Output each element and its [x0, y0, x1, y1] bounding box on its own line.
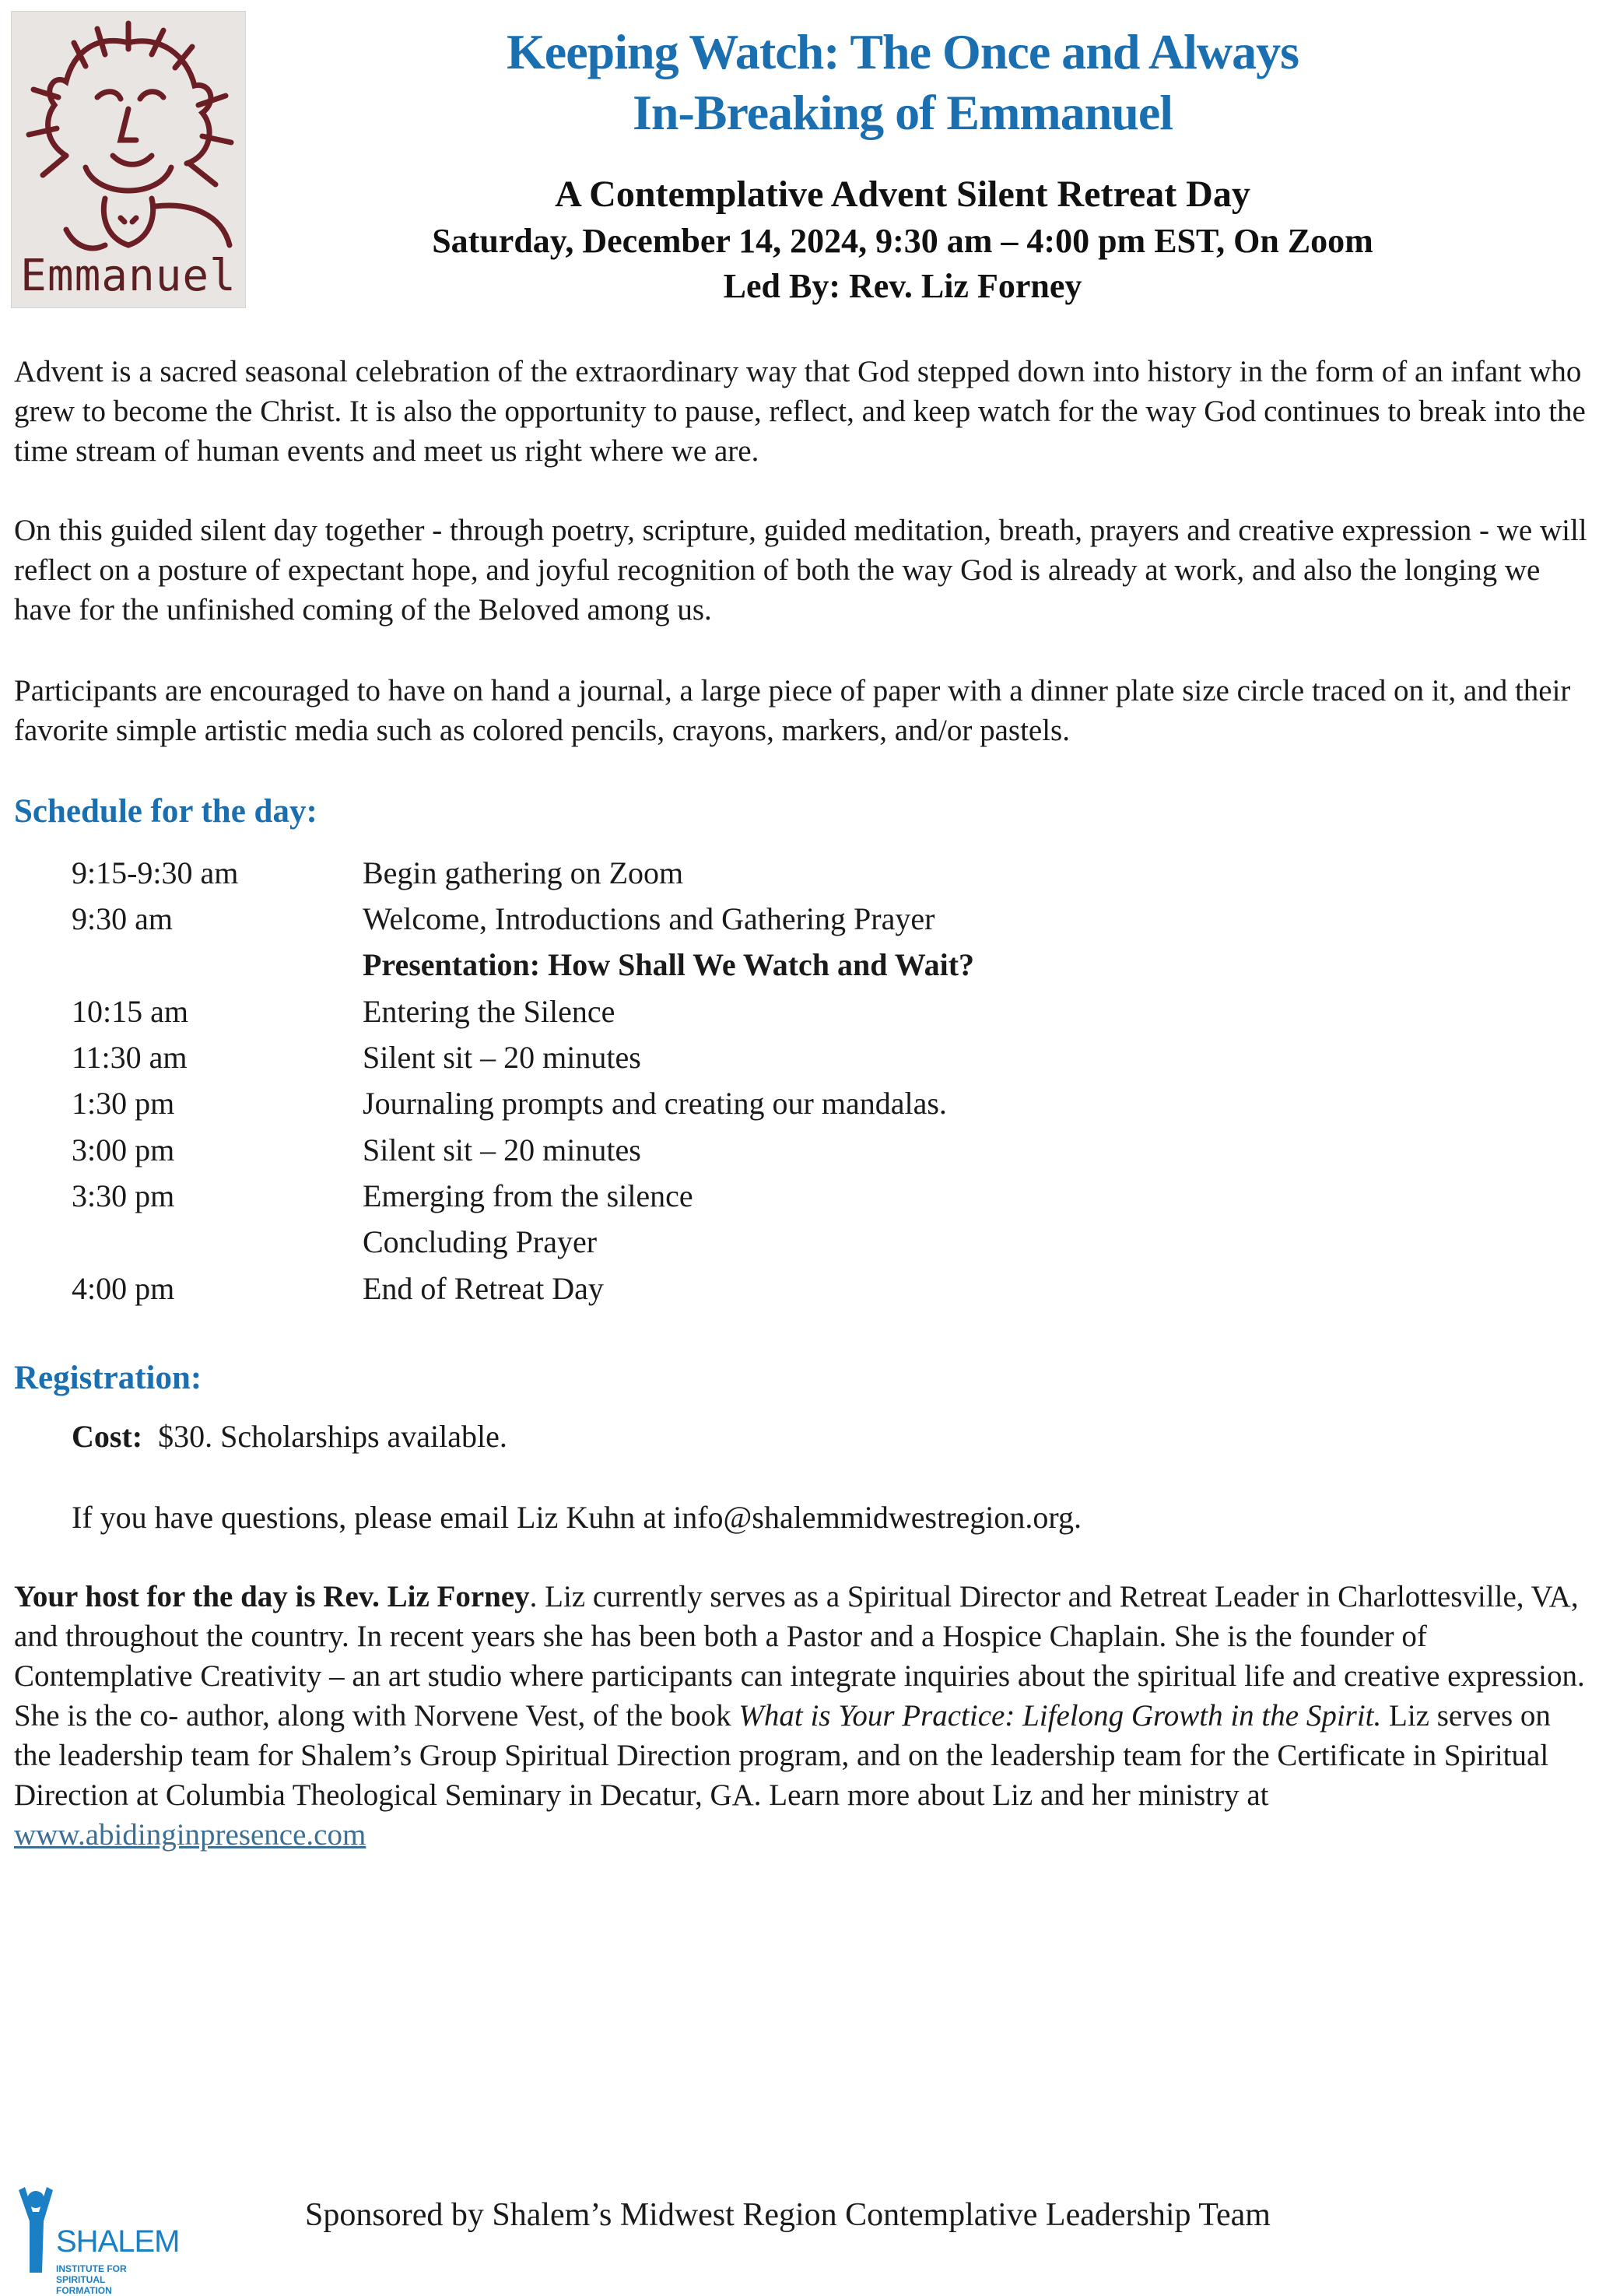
contact-line: If you have questions, please email Liz Kuhn at info@shalemmidwestregion.org.: [72, 1500, 1082, 1535]
schedule-item: Silent sit – 20 minutes: [363, 1132, 641, 1167]
shalem-logo: [14, 2179, 216, 2296]
schedule-item: End of Retreat Day: [363, 1271, 604, 1306]
page-title-line1: Keeping Watch: The Once and Always: [507, 24, 1299, 79]
retreat-subtitle: A Contemplative Advent Silent Retreat Day: [555, 174, 1250, 215]
shalem-figure-icon: [14, 2179, 61, 2293]
schedule-row: [72, 1085, 1317, 1130]
logo-caption: Emmanuel: [20, 251, 237, 301]
schedule-row: [72, 1132, 1317, 1177]
host-bio-text: . Liz currently serves as a Spiritual Director and Retreat Leader in Charlottesville, VA, and throughout the country. In recent years she has been both a Pastor and a Hospice Chaplain. She is the founder of Contemplative Creativity – an art studio where participants can integrate inquiries about the spiritual life and creative expression. She is the co- author, along with Norvene Vest, of the book: [14, 1580, 1585, 1733]
registration-heading: Registration:: [14, 1360, 202, 1396]
schedule-row: [72, 946, 1317, 992]
intro-paragraph-3: Participants are encouraged to have on hand a journal, a large piece of paper with a dinner plate size circle traced on it, and their favorite simple artistic media such as colored pencils, crayons, markers, and/or pastels.: [14, 674, 1571, 747]
host-bio: [14, 1577, 1594, 1855]
host-bio-text-2: Liz serves on the leadership team for Shalem’s Group Spiritual Direction program, and on the leadership team for the Certificate in Spiritual Direction at Columbia Theological Seminary in Decatur, GA. Learn more about Liz and her ministry at: [14, 1699, 1551, 1812]
schedule-time: 11:30 am: [72, 1040, 188, 1075]
schedule-item: Presentation: How Shall We Watch and Wait?: [363, 947, 975, 982]
host-bio-lead: Your host for the day is Rev. Liz Forney: [14, 1580, 530, 1613]
cost-value: $30. Scholarships available.: [158, 1419, 507, 1454]
book-title: What is Your Practice: Lifelong Growth in the Spirit.: [738, 1699, 1382, 1733]
schedule-item: Welcome, Introductions and Gathering Prayer: [363, 901, 935, 936]
schedule-row: [72, 900, 1317, 946]
intro-paragraph-2: On this guided silent day together - through poetry, scripture, guided meditation, breath, prayers and creative expression - we will reflect on a posture of expectant hope, and joyful recognition of both the way God is already at work, and also the longing we have for the unfinished coming of the Beloved among us.: [14, 514, 1587, 627]
schedule-row: [72, 1039, 1317, 1084]
schedule-time: 9:15-9:30 am: [72, 855, 239, 890]
schedule-time: 1:30 pm: [72, 1086, 175, 1121]
intro-paragraph-1: Advent is a sacred seasonal celebration of the extraordinary way that God stepped down into history in the form of an infant who grew to become the Christ. It is also the opportunity to pause, reflect, and keep watch for the way God continues to break into the time stream of human events and meet us right where we are.: [14, 355, 1586, 468]
schedule-row: [72, 1223, 1317, 1269]
page-title-line2: In-Breaking of Emmanuel: [632, 85, 1173, 140]
cost-label: Cost:: [72, 1419, 143, 1454]
schedule-time: 9:30 am: [72, 901, 173, 936]
schedule-time: 3:00 pm: [72, 1132, 175, 1167]
sponsor-line: Sponsored by Shalem’s Midwest Region Contemplative Leadership Team: [305, 2197, 1271, 2233]
schedule-time: 10:15 am: [72, 994, 188, 1029]
schedule-item: Entering the Silence: [363, 994, 615, 1029]
schedule-row: [72, 1178, 1317, 1223]
schedule-time: 4:00 pm: [72, 1271, 175, 1306]
ministry-link[interactable]: www.abidinginpresence.com: [14, 1818, 366, 1852]
emmanuel-logo: [11, 11, 246, 308]
schedule-item: Journaling prompts and creating our mandalas.: [363, 1086, 947, 1121]
schedule-item: Emerging from the silence: [363, 1178, 693, 1213]
schedule-row: [72, 1270, 1317, 1315]
retreat-date-line: Saturday, December 14, 2024, 9:30 am – 4:00 pm EST, On Zoom: [432, 222, 1373, 260]
shalem-tagline: INSTITUTE FOR SPIRITUAL FORMATION: [56, 2263, 127, 2296]
schedule-item: Concluding Prayer: [363, 1224, 598, 1259]
retreat-leader-line: Led By: Rev. Liz Forney: [723, 267, 1082, 305]
schedule-item: Silent sit – 20 minutes: [363, 1040, 641, 1075]
schedule-row: [72, 993, 1317, 1038]
shalem-name: SHALEM: [56, 2224, 180, 2259]
schedule-row: [72, 855, 1317, 900]
schedule-item: Begin gathering on Zoom: [363, 855, 684, 890]
schedule-heading: Schedule for the day:: [14, 793, 317, 830]
schedule-time: 3:30 pm: [72, 1178, 175, 1213]
cost-line: [72, 1418, 507, 1455]
